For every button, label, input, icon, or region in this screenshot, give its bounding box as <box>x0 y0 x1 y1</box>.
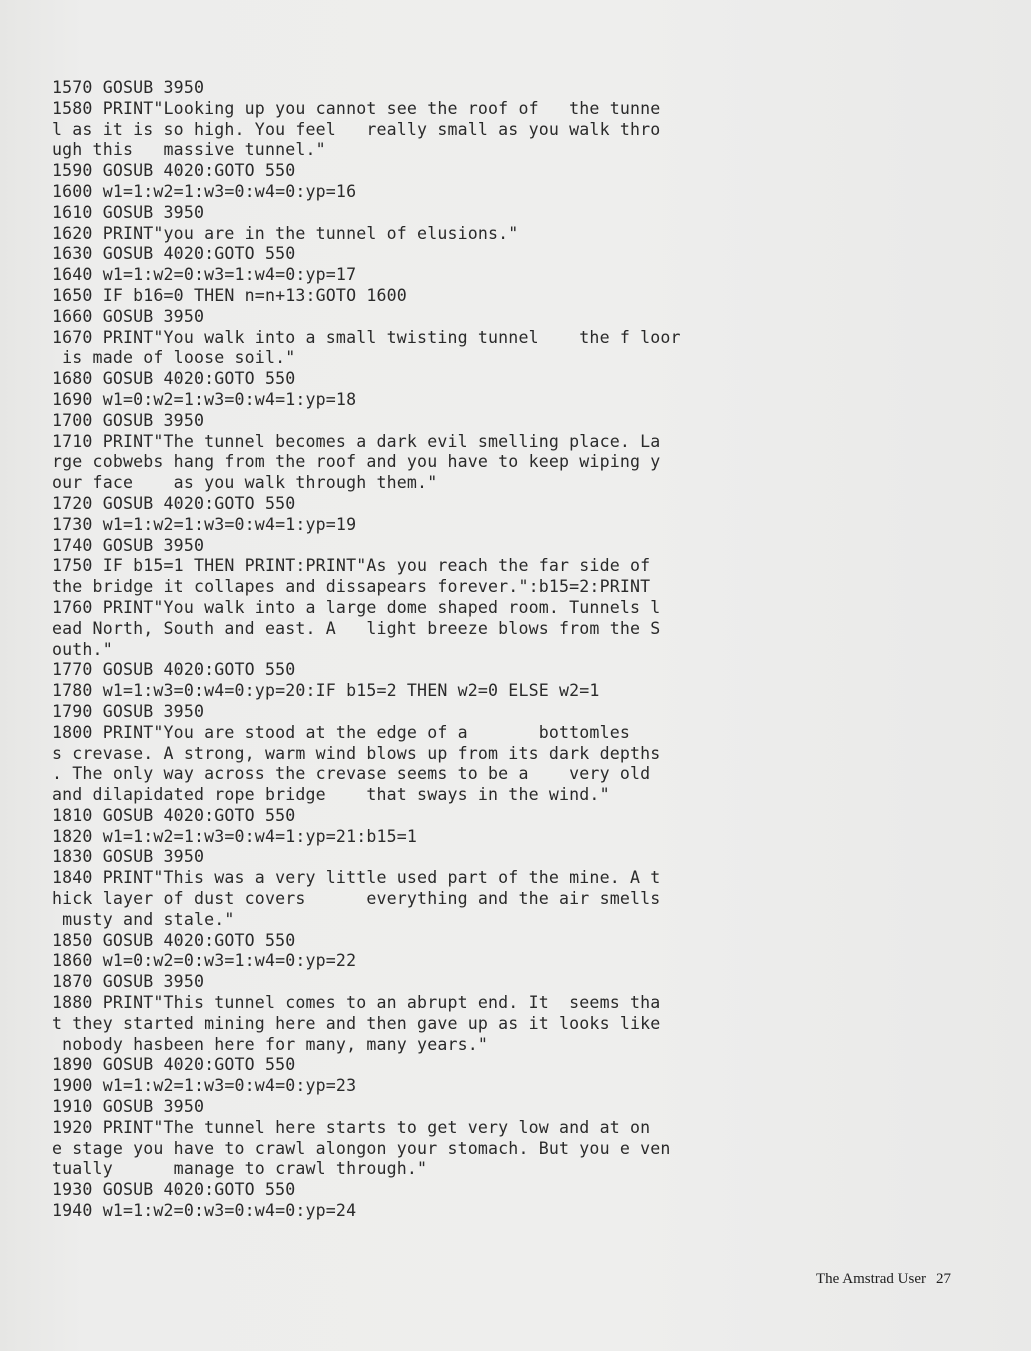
code-line: 1940 w1=1:w2=0:w3=0:w4=0:yp=24 <box>52 1201 357 1221</box>
code-line: 1770 GOSUB 4020:GOTO 550 <box>52 660 296 680</box>
code-line: 1910 GOSUB 3950 <box>52 1097 205 1117</box>
page-number: 27 <box>936 1271 951 1287</box>
code-line: 1680 GOSUB 4020:GOTO 550 <box>52 369 296 389</box>
code-line: 1610 GOSUB 3950 <box>52 202 205 222</box>
code-line: 1670 PRINT"You walk into a small twisting tunnel the f loor <box>52 327 681 347</box>
code-line: 1590 GOSUB 4020:GOTO 550 <box>52 161 296 181</box>
page-footer <box>816 1271 951 1288</box>
code-line: 1790 GOSUB 3950 <box>52 701 205 721</box>
code-line: 1740 GOSUB 3950 <box>52 535 205 555</box>
code-line: hick layer of dust covers everything and the air smells <box>52 889 661 909</box>
code-line: 1900 w1=1:w2=1:w3=0:w4=0:yp=23 <box>52 1076 357 1096</box>
code-line: 1920 PRINT"The tunnel here starts to get very low and at on <box>52 1117 651 1137</box>
code-line: 1640 w1=1:w2=0:w3=1:w4=0:yp=17 <box>52 265 357 285</box>
code-line: rge cobwebs hang from the roof and you have to keep wiping y <box>52 452 661 472</box>
code-line: 1570 GOSUB 3950 <box>52 78 205 97</box>
basic-program-listing <box>52 78 812 1222</box>
code-line: 1760 PRINT"You walk into a large dome shaped room. Tunnels l <box>52 597 661 617</box>
code-line: and dilapidated rope bridge that sways in the wind." <box>52 785 610 805</box>
code-line: 1630 GOSUB 4020:GOTO 550 <box>52 244 296 264</box>
code-line: 1580 PRINT"Looking up you cannot see the roof of the tunne <box>52 98 661 118</box>
code-line: 1690 w1=0:w2=1:w3=0:w4=1:yp=18 <box>52 389 357 409</box>
code-line: 1890 GOSUB 4020:GOTO 550 <box>52 1055 296 1075</box>
code-line: t they started mining here and then gave up as it looks like <box>52 1013 661 1033</box>
code-line: ead North, South and east. A light breeze blows from the S <box>52 618 661 638</box>
code-line: e stage you have to crawl alongon your stomach. But you e ven <box>52 1138 671 1158</box>
code-line: l as it is so high. You feel really small as you walk thro <box>52 119 661 139</box>
code-line: 1660 GOSUB 3950 <box>52 306 205 326</box>
code-line: 1780 w1=1:w3=0:w4=0:yp=20:IF b15=2 THEN w2=0 ELSE w2=1 <box>52 681 600 701</box>
code-line: 1830 GOSUB 3950 <box>52 847 205 867</box>
code-line: 1840 PRINT"This was a very little used part of the mine. A t <box>52 868 661 888</box>
code-line: outh." <box>52 639 113 659</box>
code-line: 1620 PRINT"you are in the tunnel of elusions." <box>52 223 519 243</box>
code-line: 1700 GOSUB 3950 <box>52 410 205 430</box>
code-line: . The only way across the crevase seems to be a very old <box>52 764 651 784</box>
code-line: 1930 GOSUB 4020:GOTO 550 <box>52 1180 296 1200</box>
code-line: 1800 PRINT"You are stood at the edge of a bottomles <box>52 722 630 742</box>
code-line: 1880 PRINT"This tunnel comes to an abrupt end. It seems tha <box>52 993 661 1013</box>
code-line: 1820 w1=1:w2=1:w3=0:w4=1:yp=21:b15=1 <box>52 826 418 846</box>
code-line: our face as you walk through them." <box>52 473 438 493</box>
code-line: nobody hasbeen here for many, many years." <box>52 1034 489 1054</box>
code-line: 1860 w1=0:w2=0:w3=1:w4=0:yp=22 <box>52 951 357 971</box>
code-line: 1710 PRINT"The tunnel becomes a dark evil smelling place. La <box>52 431 661 451</box>
code-line: tually manage to crawl through." <box>52 1159 428 1179</box>
code-line: 1650 IF b16=0 THEN n=n+13:GOTO 1600 <box>52 285 407 305</box>
code-line: s crevase. A strong, warm wind blows up from its dark depths <box>52 743 661 763</box>
code-line: 1750 IF b15=1 THEN PRINT:PRINT"As you reach the far side of <box>52 556 651 576</box>
code-line: 1600 w1=1:w2=1:w3=0:w4=0:yp=16 <box>52 181 357 201</box>
code-line: 1850 GOSUB 4020:GOTO 550 <box>52 930 296 950</box>
code-line: 1720 GOSUB 4020:GOTO 550 <box>52 493 296 513</box>
code-line: 1870 GOSUB 3950 <box>52 972 205 992</box>
code-line: ugh this massive tunnel." <box>52 140 326 160</box>
code-line: musty and stale." <box>52 909 235 929</box>
code-line: 1810 GOSUB 4020:GOTO 550 <box>52 805 296 825</box>
magazine-name: The Amstrad User <box>816 1271 926 1287</box>
code-line: is made of loose soil." <box>52 348 296 368</box>
code-line: the bridge it collapes and dissapears forever.":b15=2:PRINT <box>52 577 651 597</box>
code-line: 1730 w1=1:w2=1:w3=0:w4=1:yp=19 <box>52 514 357 534</box>
